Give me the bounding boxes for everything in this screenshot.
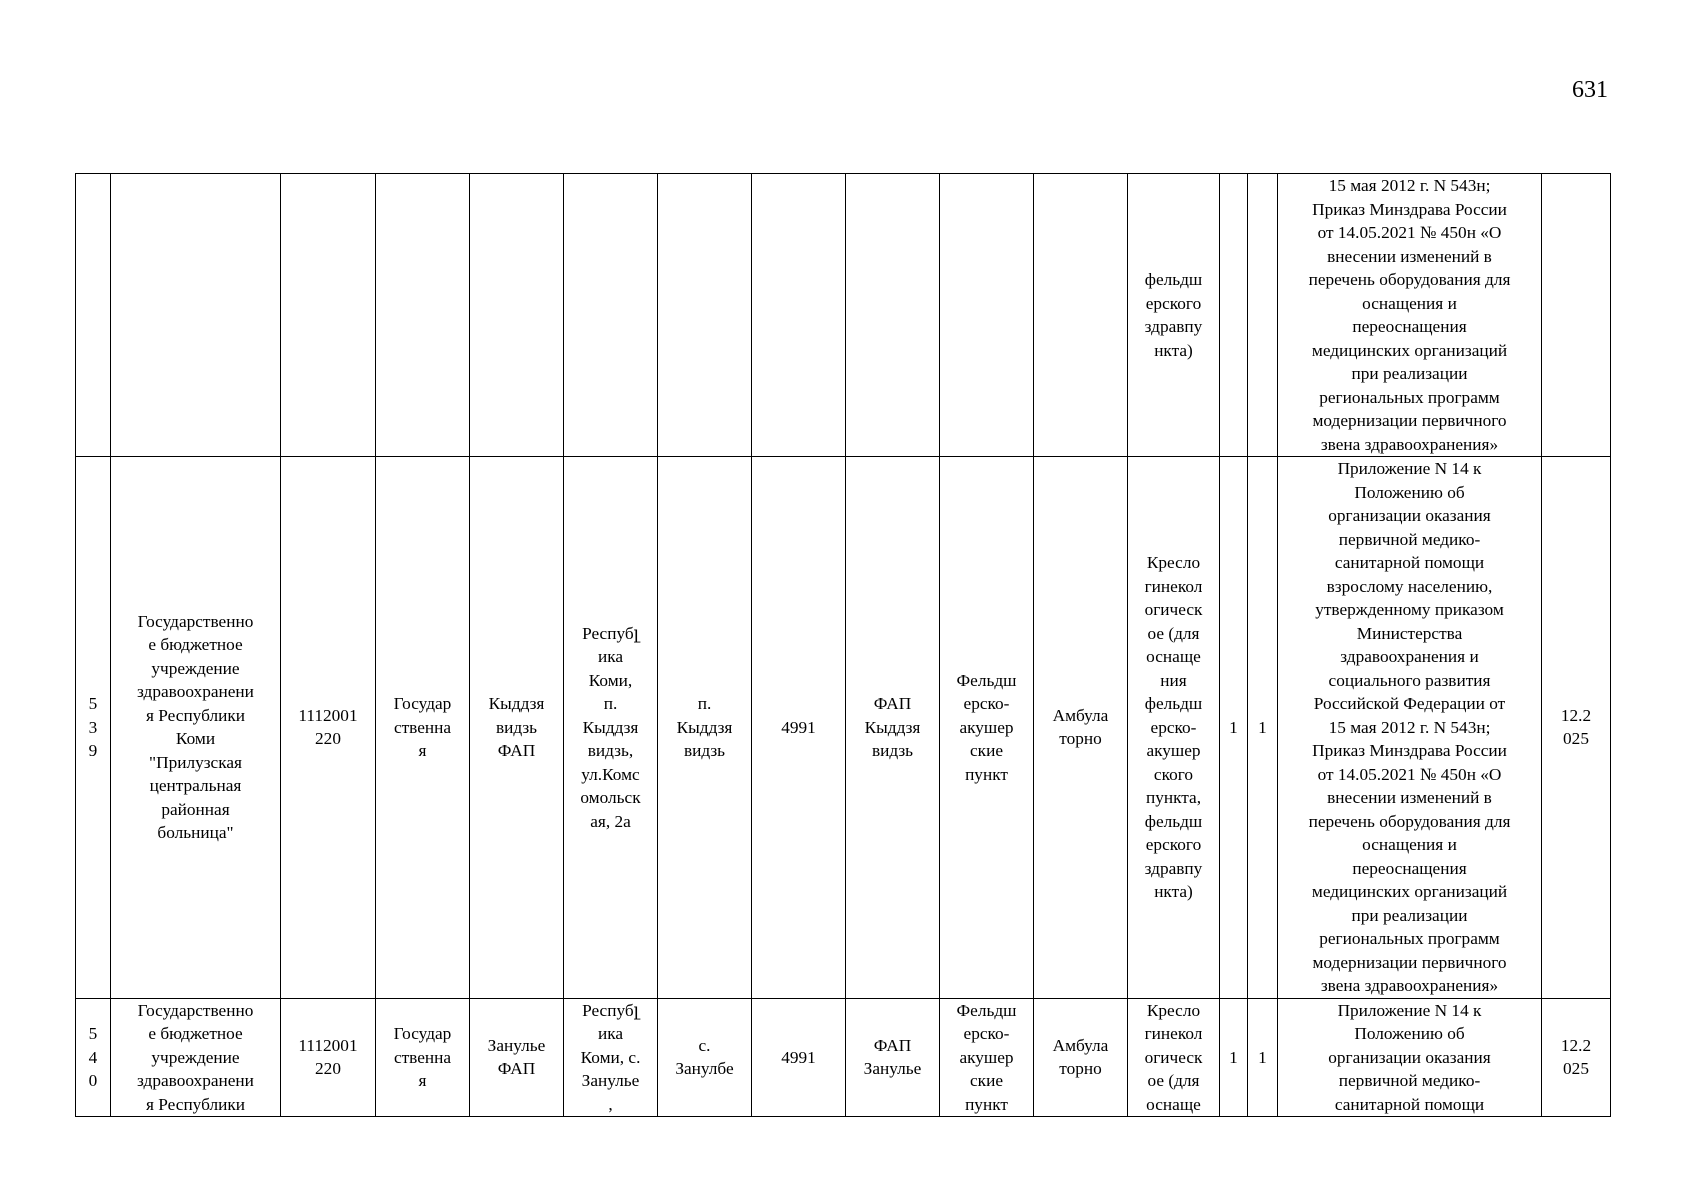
cell-index: [76, 174, 111, 457]
cell-locality: [658, 174, 752, 457]
cell-basis: 15 мая 2012 г. N 543н; Приказ Минздрава России от 14.05.2021 № 450н «О внесении изменений в перечень оборудования для оснащения и переоснащения медицинских организаций при реализации региональных программ модернизации первичного звена здравоохранения»: [1278, 174, 1542, 457]
cell-population: [752, 174, 846, 457]
cell-inn: 1112001 220: [281, 998, 376, 1117]
cell-locality: с. Занулбе: [658, 998, 752, 1117]
page-number: 631: [1572, 77, 1608, 103]
table-row: [76, 174, 1611, 457]
cell-address: [564, 174, 658, 457]
cell-ownership: [376, 174, 470, 457]
cell-qty1: [1220, 174, 1248, 457]
cell-name: Занулье ФАП: [470, 998, 564, 1117]
cell-type: Фельдш ерско- акушер ские пункт: [940, 998, 1034, 1117]
cell-organization: [111, 174, 281, 457]
cell-organization: Государственно е бюджетное учреждение здравоохранени я Республики Коми "Прилузская центральная районная больница": [111, 457, 281, 999]
cell-organization: Государственно е бюджетное учреждение здравоохранени я Республики: [111, 998, 281, 1117]
equipment-registry-table: [75, 173, 1611, 1117]
cell-basis: Приложение N 14 к Положению об организации оказания первичной медико- санитарной помощи взрослому населению, утвержденному приказом Министерства здравоохранения и социального развития Российской Федерации от 15 мая 2012 г. N 543н; Приказ Минздрава России от 14.05.2021 № 450н «О внесении изменений в перечень оборудования для оснащения и переоснащения медицинских организаций при реализации региональных программ модернизации первичного звена здравоохранения»: [1278, 457, 1542, 999]
cell-name: Кыддзя видзь ФАП: [470, 457, 564, 999]
cell-inn: [281, 174, 376, 457]
cell-locality: п. Кыддзя видзь: [658, 457, 752, 999]
cell-care-form: [1034, 174, 1128, 457]
cell-equipment: Кресло гинекол огическ ое (для оснаще ния фельдш ерско- акушер ского пункта, фельдш ерского здравпу нкта): [1128, 457, 1220, 999]
cell-qty1: 1: [1220, 998, 1248, 1117]
cell-equipment: фельдш ерского здравпу нкта): [1128, 174, 1220, 457]
cell-subdivision: [846, 174, 940, 457]
table-row: [76, 998, 1611, 1117]
cell-index: 5 3 9: [76, 457, 111, 999]
cell-population: 4991: [752, 998, 846, 1117]
cell-name: [470, 174, 564, 457]
cell-subdivision: ФАП Занулье: [846, 998, 940, 1117]
cell-date: [1542, 174, 1611, 457]
cell-ownership: Государ ственна я: [376, 998, 470, 1117]
cell-equipment: Кресло гинекол огическ ое (для оснаще: [1128, 998, 1220, 1117]
cell-type: [940, 174, 1034, 457]
cell-qty2: [1248, 174, 1278, 457]
cell-ownership: Государ ственна я: [376, 457, 470, 999]
cell-inn: 1112001 220: [281, 457, 376, 999]
cell-care-form: Амбула торно: [1034, 998, 1128, 1117]
cell-care-form: Амбула торно: [1034, 457, 1128, 999]
cell-basis: Приложение N 14 к Положению об организации оказания первичной медико- санитарной помощи: [1278, 998, 1542, 1117]
table-row: [76, 457, 1611, 999]
cell-date: 12.2 025: [1542, 998, 1611, 1117]
cell-qty2: 1: [1248, 998, 1278, 1117]
cell-index: 5 4 0: [76, 998, 111, 1117]
cell-type: Фельдш ерско- акушер ские пункт: [940, 457, 1034, 999]
cell-address: Респубլ ика Коми, с. Занулье ,: [564, 998, 658, 1117]
cell-population: 4991: [752, 457, 846, 999]
cell-date: 12.2 025: [1542, 457, 1611, 999]
cell-subdivision: ФАП Кыддзя видзь: [846, 457, 940, 999]
cell-address: Респубլ ика Коми, п. Кыддзя видзь, ул.Комс омольск ая, 2а: [564, 457, 658, 999]
cell-qty2: 1: [1248, 457, 1278, 999]
cell-qty1: 1: [1220, 457, 1248, 999]
